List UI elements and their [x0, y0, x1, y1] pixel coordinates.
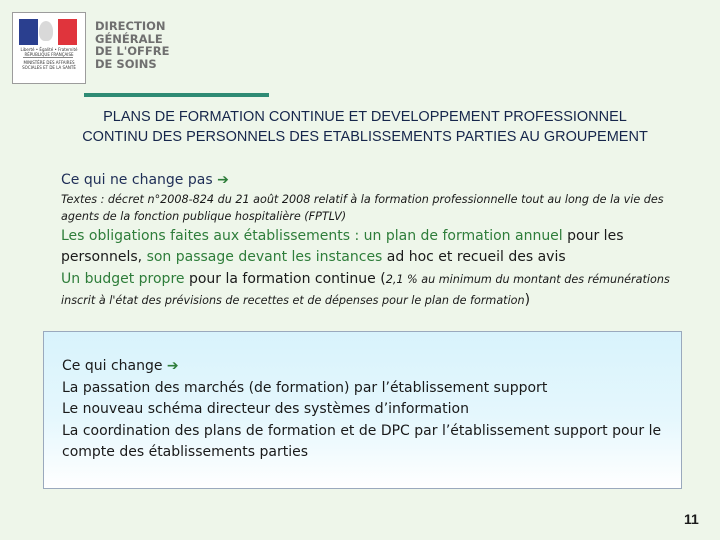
unchanged-heading-text: Ce qui ne change pas: [61, 172, 213, 188]
right-arrow-icon: ➔: [166, 358, 179, 374]
header-rule: [84, 93, 269, 97]
changes-content: [62, 356, 674, 464]
republique-francaise-logo: [12, 12, 86, 84]
budget-highlight: Un budget propre: [61, 271, 185, 287]
unchanged-section: [61, 170, 701, 311]
logo-ministry: MINISTÈRE DES AFFAIRES SOCIALES ET DE LA SANTÉ: [22, 60, 76, 70]
dgos-line: DIRECTION: [95, 19, 166, 33]
logo-divider: [23, 57, 73, 58]
instances-highlight: son passage devant les instances: [146, 249, 383, 265]
budget-text: pour la formation continue (: [184, 271, 386, 287]
changes-heading-text: Ce qui change: [62, 358, 163, 374]
budget-minimum-note: 2,1 % au minimum du montant des rémunérations inscrit à l'état des prévisions de recettes et de dépenses pour le plan de formation: [61, 273, 670, 307]
obligations-paragraph: [61, 226, 701, 268]
changes-heading: [62, 356, 674, 378]
dgos-wordmark: [95, 20, 169, 70]
page-title: [40, 107, 690, 147]
legal-texts-note: Textes : décret n°2008-824 du 21 août 2008 relatif à la formation professionnelle tout au long de la vie des agents de la fonction publique hospitalière (FPTLV): [61, 193, 664, 223]
title-line-2: CONTINU DES PERSONNELS DES ETABLISSEMENTS PARTIES AU GROUPEMENT: [82, 129, 648, 145]
avis-text: ad hoc et recueil des avis: [382, 249, 566, 265]
title-line-1: PLANS DE FORMATION CONTINUE ET DEVELOPPEMENT PROFESSIONNEL: [103, 109, 627, 125]
budget-paragraph: [61, 269, 701, 311]
dgos-line: GÉNÉRALE: [95, 31, 163, 46]
change-item: La passation des marchés (de formation) par l’établissement support: [62, 379, 548, 396]
right-arrow-icon: ➔: [217, 172, 229, 188]
page-number: 11: [684, 511, 699, 527]
changes-box: [43, 331, 682, 489]
dgos-line: DE L'OFFRE: [95, 44, 170, 58]
change-item: La coordination des plans de formation et de DPC par l’établissement support pour le compte des établissements parties: [62, 422, 662, 460]
obligations-highlight: Les obligations faites aux établissements : un plan de formation annuel: [61, 228, 563, 244]
dgos-line: DE SOINS: [95, 56, 157, 71]
obligations-text: pour les personnels,: [61, 228, 624, 265]
logo-motto: Liberté • Égalité • Fraternité RÉPUBLIQUE FRANÇAISE: [20, 47, 78, 57]
marianne-profile-icon: [39, 21, 53, 41]
unchanged-heading: [61, 170, 701, 190]
budget-close-paren: ): [524, 292, 531, 308]
change-item: Le nouveau schéma directeur des systèmes d’information: [62, 401, 469, 417]
